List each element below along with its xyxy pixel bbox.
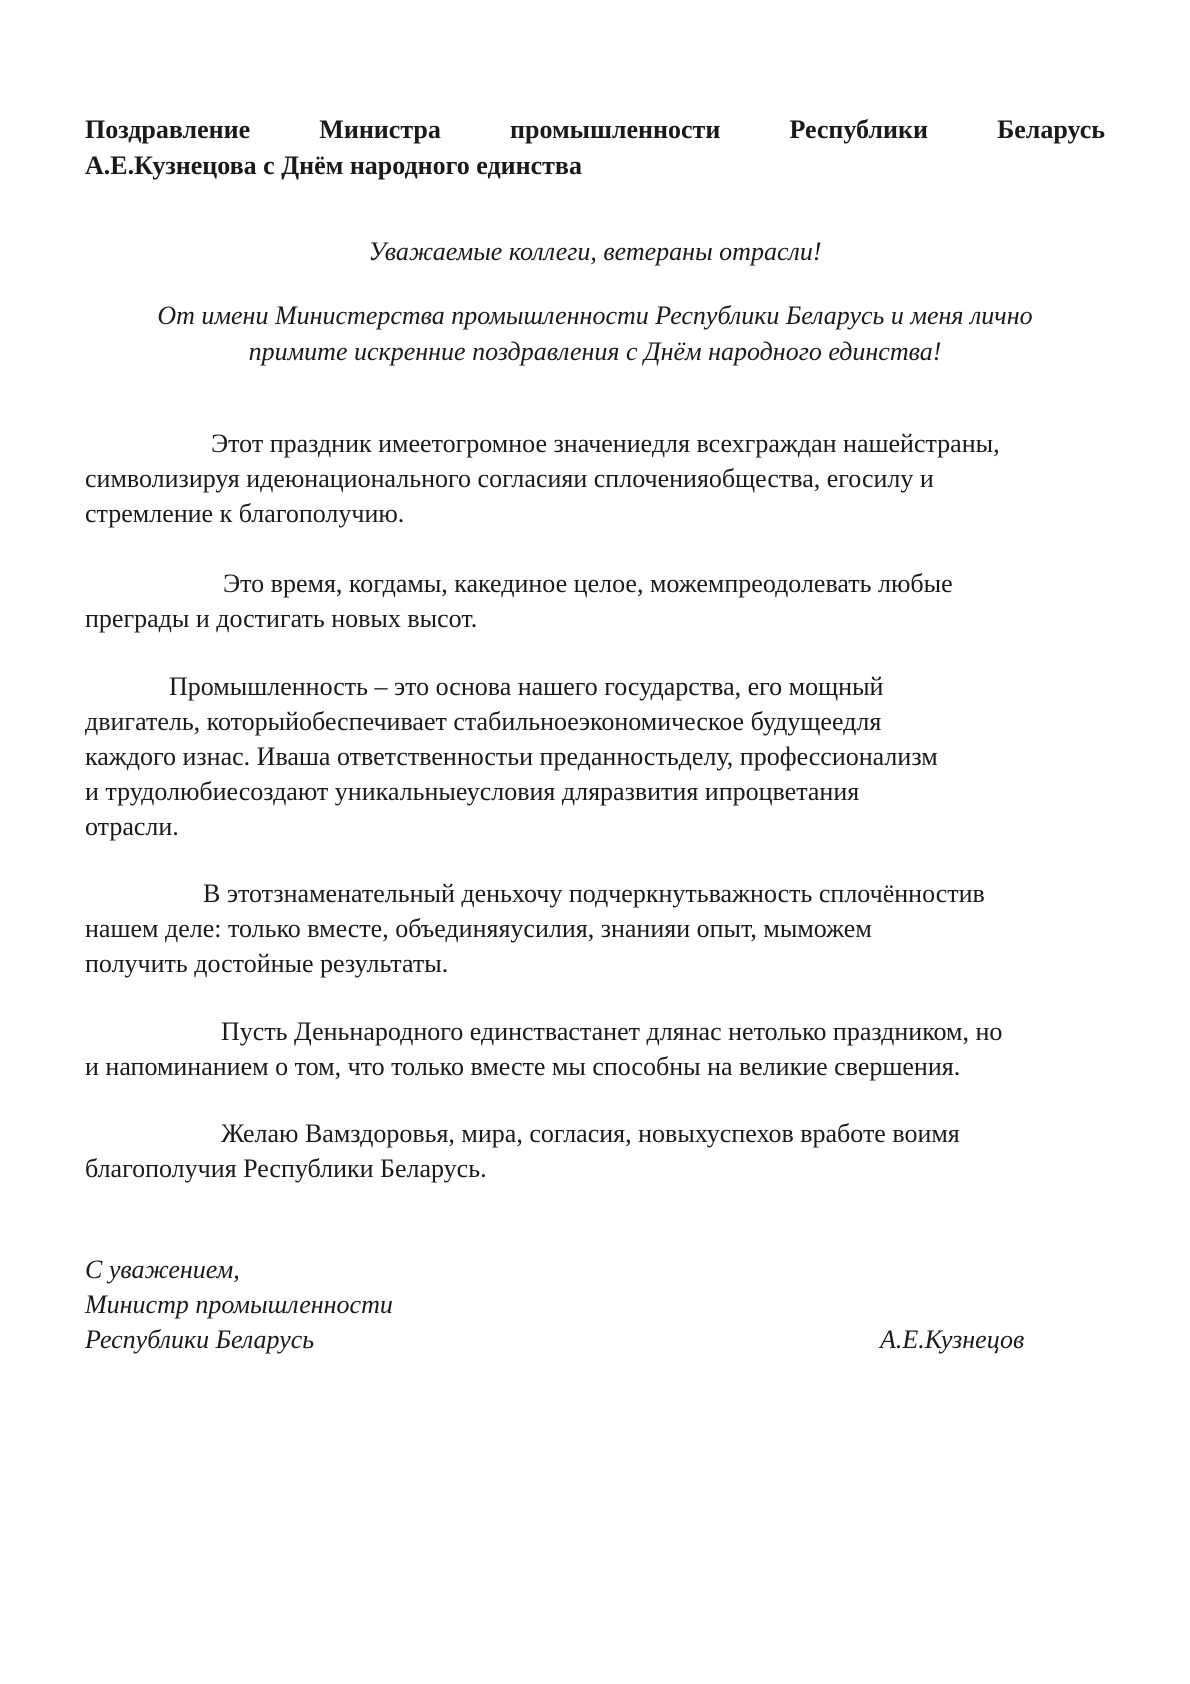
paragraph-3-line-1: Промышленность – это основа нашего государства, его мощный [169, 672, 884, 701]
paragraph-6-line-2: благополучия Республики Беларусь. [85, 1154, 487, 1183]
paragraph-6 [85, 1116, 1135, 1186]
paragraph-3-line-3: каждого изнас. Иваша ответственностьи преданностьделу, профессионализм [85, 742, 938, 771]
salutation: Уважаемые коллеги, ветераны отрасли! [368, 237, 822, 266]
paragraph-4-line-2: нашем деле: только вместе, объединяяусилия, знанияи опыт, мыможем [85, 914, 872, 943]
paragraph-1-line-3: стремление к благополучию. [85, 499, 405, 528]
paragraph-5-line-1: Пусть Деньнародного единствастанет длянас нетолько праздником, но [221, 1017, 1003, 1046]
paragraph-3-line-2: двигатель, которыйобеспечивает стабильноеэкономическое будущеедля [85, 707, 882, 736]
paragraph-2-line-1: Это время, когдамы, какединое целое, можемпреодолевать любые [223, 569, 953, 598]
signature-name: А.Е.Кузнецов [880, 1325, 1025, 1354]
signature-block [85, 1252, 1085, 1357]
paragraph-1-line-2: символизируя идеюнационального согласияи сплоченияобщества, егосилу и [85, 464, 934, 493]
document-page [85, 112, 1105, 1354]
paragraph-3-line-5: отрасли. [85, 812, 179, 841]
paragraph-2-line-2: преграды и достигать новых высот. [85, 604, 478, 633]
paragraph-4-line-3: получить достойные результаты. [85, 949, 449, 978]
paragraph-5-line-2: и напоминанием о том, что только вместе мы способны на великие свершения. [85, 1052, 961, 1081]
signature-closing: С уважением, [85, 1255, 240, 1284]
signature-position-line-1: Министр промышленности [85, 1290, 393, 1319]
opening-line-2: примите искренние поздравления с Днём народного единства! [248, 337, 942, 366]
opening-statement [85, 298, 1105, 370]
paragraph-6-line-1: Желаю Вамздоровья, мира, согласия, новыхуспехов вработе воимя [221, 1119, 960, 1148]
paragraph-2 [85, 566, 1135, 636]
paragraph-3 [85, 669, 1135, 844]
paragraph-4 [85, 876, 1135, 981]
paragraph-1-line-1: Этот праздник имеетогромное значениедля всехграждан нашейстраны, [211, 429, 1000, 458]
paragraph-5 [85, 1014, 1135, 1084]
title-line-2: А.Е.Кузнецова с Днём народного единства [85, 151, 582, 180]
paragraph-4-line-1: В этотзнаменательный деньхочу подчеркнутьважность сплочённостив [203, 879, 985, 908]
document-title [85, 112, 1105, 184]
paragraph-3-line-4: и трудолюбиесоздают уникальныеусловия дляразвития ипроцветания [85, 777, 860, 806]
signature-position-line-2: Республики Беларусь [85, 1325, 315, 1354]
opening-line-1: От имени Министерства промышленности Республики Беларусь и меня лично [157, 301, 1033, 330]
paragraph-1 [85, 426, 1135, 531]
title-line-1: Поздравление Министра промышленности Республики Беларусь [85, 115, 1105, 144]
